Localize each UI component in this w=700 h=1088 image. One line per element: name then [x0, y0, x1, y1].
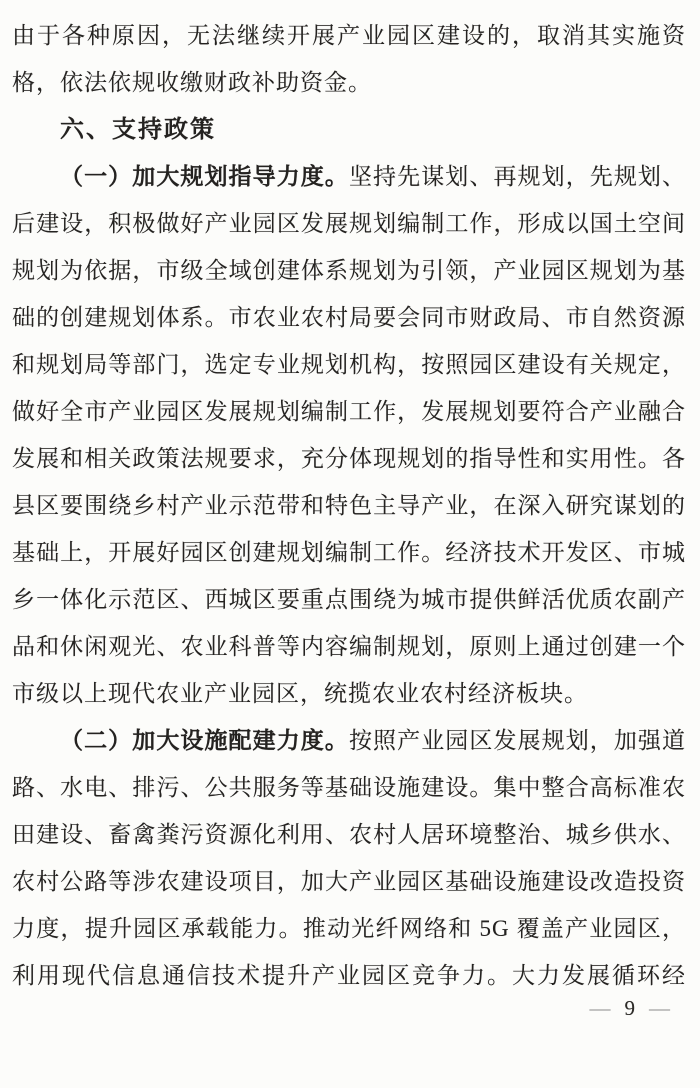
- page-number: 9: [624, 996, 635, 1020]
- document-line: 和规划局等部门，选定专业规划机构，按照园区建设有关规定，: [12, 352, 686, 377]
- paragraph-lead: （二）加大设施配建力度。: [60, 728, 349, 753]
- document-line: 利用现代信息通信技术提升产业园区竞争力。大力发展循环经: [12, 963, 686, 988]
- line-text: 坚持先谋划、再规划，先规划、: [348, 164, 687, 189]
- document-line: 县区要围绕乡村产业示范带和特色主导产业，在深入研究谋划的: [12, 493, 686, 518]
- page-footer: [590, 995, 671, 1021]
- document-text: [12, 12, 686, 999]
- document-line: 路、水电、排污、公共服务等基础设施建设。集中整合高标准农: [12, 775, 686, 800]
- document-line: [12, 153, 686, 200]
- document-line: 市级以上现代农业产业园区，统揽农业农村经济板块。: [12, 681, 588, 706]
- footer-left-dash: —: [589, 996, 611, 1020]
- document-line: 格，依法依规收缴财政补助资金。: [12, 70, 372, 95]
- section-heading: 六、支持政策: [60, 116, 216, 143]
- document-line: 乡一体化示范区、西城区要重点围绕为城市提供鲜活优质农副产: [12, 587, 686, 612]
- document-line: 力度，提升园区承载能力。推动光纤网络和 5G 覆盖产业园区，: [12, 916, 686, 941]
- paragraph-lead: （一）加大规划指导力度。: [60, 164, 349, 189]
- document-line: 做好全市产业园区发展规划编制工作，发展规划要符合产业融合: [12, 399, 686, 424]
- document-line: 农村公路等涉农建设项目，加大产业园区基础设施建设改造投资: [12, 869, 686, 894]
- footer-right-dash: —: [649, 996, 670, 1020]
- document-line: 田建设、畜禽粪污资源化利用、农村人居环境整治、城乡供水、: [12, 822, 686, 847]
- document-line: 规划为依据，市级全域创建体系规划为引领，产业园区规划为基: [12, 258, 686, 283]
- document-line: 基础上，开展好园区创建规划编制工作。经济技术开发区、市城: [12, 540, 686, 565]
- document-line: 品和休闲观光、农业科普等内容编制规划，原则上通过创建一个: [12, 634, 686, 659]
- line-text: 按照产业园区发展规划，加强道: [348, 728, 687, 753]
- document-line: 后建设，积极做好产业园区发展规划编制工作，形成以国土空间: [12, 211, 686, 236]
- document-line: 础的创建规划体系。市农业农村局要会同市财政局、市自然资源: [12, 305, 686, 330]
- document-line: 由于各种原因，无法继续开展产业园区建设的，取消其实施资: [12, 23, 686, 48]
- document-line: 发展和相关政策法规要求，充分体现规划的指导性和实用性。各: [12, 446, 686, 471]
- document-line: [12, 717, 686, 764]
